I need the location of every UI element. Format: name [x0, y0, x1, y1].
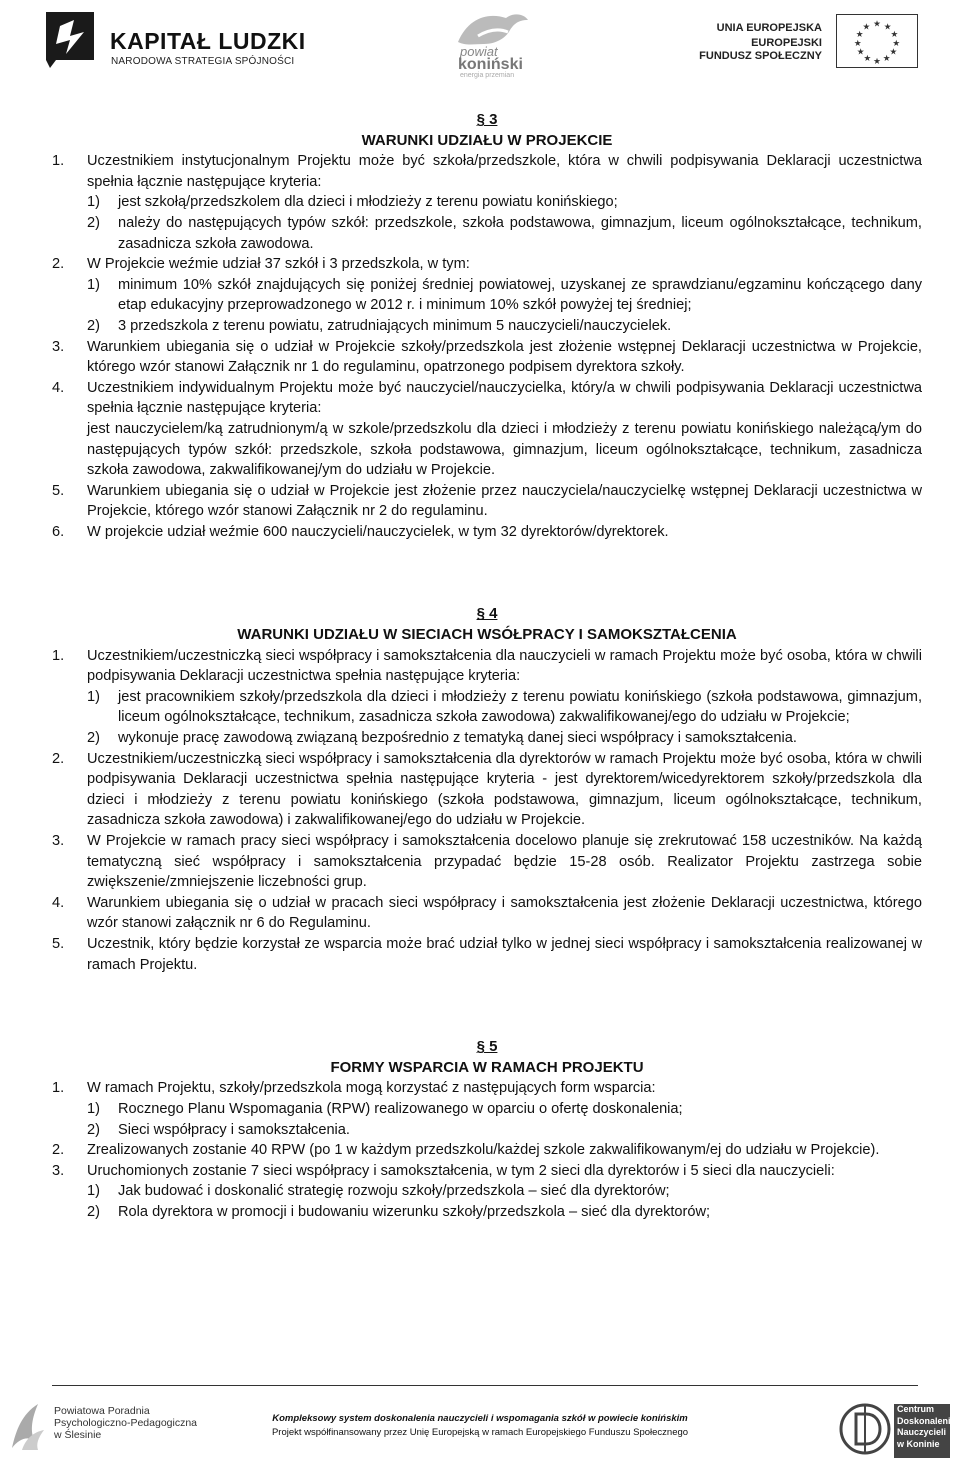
item-number: 1.	[52, 153, 65, 170]
sub-item-number: 1)	[87, 1100, 100, 1117]
eu-line-1: UNIA EUROPEJSKA	[716, 22, 822, 34]
item-text-continued: jest nauczycielem/ką zatrudnionym/ą w szkole/przedszkolu dla dzieci i młodzieży z terenu powiatu konińskiego należącą/ym do następujących typów szkół: przedszkole, szkoła podstawowa, gimnazjum, liceum ogólnokształcące, technikum, zasadnicza szkoła zawodowa, zakwalifikowanej/ym do udziału w Projekcie.	[87, 420, 922, 479]
item-number: 3.	[52, 1162, 65, 1179]
list-item	[52, 1078, 922, 1140]
svg-text:★: ★	[863, 54, 872, 65]
svg-text:★: ★	[883, 22, 892, 33]
svg-text:★: ★	[873, 57, 881, 68]
cdn-emblem-icon	[836, 1402, 894, 1456]
sub-list	[87, 275, 922, 337]
sub-list-item	[87, 1099, 922, 1120]
sub-list-item	[87, 213, 922, 254]
footer-divider	[52, 1385, 918, 1386]
item-text: Uczestnikiem/uczestniczką sieci współpracy i samokształcenia dla dyrektorów w ramach Projektu może być osoba, która w chwili podpisywania Deklaracji uczestnictwa spełnia następujące kryteria - jest dyrektorem/wicedyrektorem szkoły/przedszkola dla dzieci i młodzieży z terenu powiatu konińskiego (szkoła podstawowa, gimnazjum, liceum ogólnokształcące, technikum, zasadnicza szkoła zawodowa) i zakwalifikowanej/ego do udziału w Projekcie.	[87, 750, 922, 829]
footer-project-title: Kompleksowy system doskonalenia nauczycieli i wspomagania szkół w powiecie konińskim	[272, 1413, 688, 1424]
section-title: WARUNKI UDZIAŁU W PROJEKCIE	[361, 131, 613, 149]
sub-list-item	[87, 1202, 922, 1223]
svg-text:★: ★	[855, 30, 864, 41]
section-title: FORMY WSPARCIA W RAMACH PROJEKTU	[330, 1058, 644, 1076]
sub-list	[87, 192, 922, 254]
kapital-ludzki-subtitle: NARODOWA STRATEGIA SPÓJNOŚCI	[111, 56, 295, 67]
kapital-ludzki-logo	[40, 8, 306, 72]
kapital-ludzki-title: KAPITAŁ LUDZKI	[110, 28, 306, 54]
list-item	[52, 481, 922, 522]
item-number: 4.	[52, 379, 65, 396]
sub-item-text: Jak budować i doskonalić strategię rozwoju szkoły/przedszkola – sieć dla dyrektorów;	[118, 1183, 670, 1200]
item-text: Warunkiem ubiegania się o udział w Projekcie szkoły/przedszkola jest złożenie wstępnej Deklaracji uczestnictwa w Projekcie, którego wzór stanowi Załącznik nr 1 do regulaminu, opatrzonego podpisem dyrektora szkoły.	[87, 338, 922, 376]
svg-text:★: ★	[892, 38, 901, 49]
powiat-koninski-logo	[440, 8, 550, 79]
sub-list-item	[87, 728, 922, 749]
item-text: Uczestnik, który będzie korzystał ze wsparcia może brać udział tylko w jednej sieci współpracy i samokształcenia realizowanej w ramach Projektu.	[87, 935, 922, 973]
sub-list-item	[87, 1120, 922, 1141]
poradnia-emblem-icon	[8, 1400, 48, 1452]
sub-item-text: należy do następujących typów szkół: przedszkole, szkoła podstawowa, gimnazjum, liceum ogólnokształcące, technikum, zasadnicza szkoła zawodowa.	[118, 214, 922, 252]
item-text: W ramach Projektu, szkoły/przedszkola mogą korzystać z następujących form wsparcia:	[87, 1080, 656, 1097]
eu-line-3: FUNDUSZ SPOŁECZNY	[699, 50, 822, 62]
powiat-tagline: energia przemian	[460, 72, 515, 79]
item-text: W projekcie udział weźmie 600 nauczycieli/nauczycielek, w tym 32 dyrektorów/dyrektorek.	[87, 523, 669, 540]
item-number: 6.	[52, 523, 65, 540]
sub-list-item	[87, 192, 922, 213]
sub-item-number: 1)	[87, 276, 100, 293]
footer	[0, 1396, 960, 1461]
list-item	[52, 646, 922, 749]
regulation-text	[52, 110, 922, 1223]
sub-item-text: Rocznego Planu Wspomagania (RPW) realizowanego w oparciu o ofertę doskonalenia;	[118, 1100, 683, 1117]
section-list	[52, 646, 922, 976]
eu-line-2: EUROPEJSKI	[751, 37, 822, 49]
sub-item-number: 2)	[87, 730, 100, 747]
svg-text:★: ★	[882, 54, 891, 65]
poradnia-text	[54, 1405, 197, 1441]
svg-text:★: ★	[862, 22, 871, 33]
sub-item-text: Sieci współpracy i samokształcenia.	[118, 1121, 350, 1138]
header-logos	[0, 0, 960, 80]
sub-item-number: 1)	[87, 194, 100, 211]
sub-item-text: 3 przedszkola z terenu powiatu, zatrudniających minimum 5 nauczycieli/nauczycielek.	[118, 317, 672, 334]
sub-item-text: wykonuje pracę zawodową związaną bezpośrednio z tematyką danej sieci współpracy i samokształcenia.	[118, 730, 797, 747]
item-number: 1.	[52, 1080, 65, 1097]
sub-item-text: jest szkołą/przedszkolem dla dzieci i młodzieży z terenu powiatu konińskiego;	[118, 194, 618, 211]
koninski-label: koniński	[458, 56, 523, 73]
svg-text:★: ★	[889, 47, 898, 58]
list-item	[52, 1140, 922, 1161]
list-item	[52, 522, 922, 543]
section-title: WARUNKI UDZIAŁU W SIECIACH WSÓŁPRACY I SAMOKSZTAŁCENIA	[237, 626, 737, 644]
item-text: Zrealizowanych zostanie 40 RPW (po 1 w każdym przedszkolu/każdej szkole zakwalifikowanym/ej do udziału w Projekcie).	[87, 1142, 880, 1159]
list-item	[52, 934, 922, 975]
eu-logo	[699, 14, 930, 74]
item-number: 2.	[52, 256, 65, 273]
footer-cofinancing: Projekt współfinansowany przez Unię Europejską w ramach Europejskiego Funduszu Społecznego	[271, 1427, 689, 1438]
item-text: Uczestnikiem instytucjonalnym Projektu może być szkoła/przedszkole, która w chwili podpisywania Deklaracji uczestnictwa spełnia łącznie następujące kryteria:	[87, 153, 922, 190]
kapital-ludzki-flag-icon	[40, 8, 100, 70]
item-text: Warunkiem ubiegania się o udział w pracach sieci współpracy i samokształcenia jest złożenie Deklaracji uczestnictwa, którego wzór stanowi załącznik nr 6 do Regulaminu.	[87, 894, 922, 932]
sub-item-number: 1)	[87, 688, 100, 705]
item-number: 2.	[52, 1142, 65, 1159]
section-spacer	[52, 542, 922, 604]
list-item	[52, 1161, 922, 1223]
item-text: W Projekcie w ramach pracy sieci współpracy i samokształcenia docelowo planuje się zrekrutować 158 uczestników. Na każdą tematyczną sieć współpracy i samokształcenia przypadać będzie 15-28 osób. Realizator Projektu zastrzega sobie zwiększenie/zmniejszenie liczebności grup.	[87, 833, 922, 891]
cdn-line-3: Nauczycieli	[897, 1427, 947, 1437]
sub-item-text: jest pracownikiem szkoły/przedszkola dla dzieci i młodzieży z terenu powiatu konińskiego (szkoła podstawowa, gimnazjum, liceum ogólnokształcące, technikum, zasadnicza szkoła zawodowa) zakwalifikowanej/ego do udziału w Projekcie;	[118, 688, 922, 726]
poradnia-line-3: w Ślesinie	[54, 1429, 102, 1441]
item-number: 3.	[52, 338, 65, 355]
item-number: 5.	[52, 482, 65, 499]
svg-text:★: ★	[856, 47, 865, 58]
item-number: 5.	[52, 935, 65, 952]
sub-list-item	[87, 316, 922, 337]
svg-text:★: ★	[873, 19, 881, 30]
footer-project-info	[230, 1412, 730, 1440]
sub-list-item	[87, 275, 922, 316]
list-item	[52, 254, 922, 336]
sub-item-number: 2)	[87, 317, 100, 334]
poradnia-line-1: Powiatowa Poradnia	[54, 1405, 150, 1417]
list-item	[52, 337, 922, 378]
section-number: § 3	[476, 111, 498, 128]
list-item	[52, 831, 922, 893]
svg-text:★: ★	[853, 38, 862, 49]
sub-list-item	[87, 1181, 922, 1202]
item-number: 3.	[52, 833, 65, 849]
sub-item-number: 2)	[87, 214, 100, 231]
eu-flag-icon	[836, 14, 918, 68]
sub-item-number: 2)	[87, 1203, 100, 1220]
poradnia-logo	[8, 1400, 228, 1454]
item-number: 2.	[52, 750, 65, 767]
section-number: § 4	[476, 605, 498, 623]
item-text: Uczestnikiem indywidualnym Projektu może być nauczyciel/nauczycielka, który/a w chwili podpisywania Deklaracji uczestnictwa spełnia łącznie następujące kryteria:	[87, 379, 922, 417]
item-text: Uczestnikiem/uczestniczką sieci współpracy i samokształcenia dla nauczycieli w ramach Projektu może być osoba, która w chwili podpisywania Deklaracji uczestnictwa spełnia następujące kryteria:	[87, 647, 922, 685]
cdn-logo	[836, 1400, 956, 1458]
sub-item-text: minimum 10% szkół znajdujących się poniżej średniej powiatowej, uzyskanej ze sprawdzianu/egzaminu kończącego dany etap edukacyjny przeprowadzonego w 2012 r. i minimum 10% szkół powyżej tej średniej;	[118, 276, 922, 314]
sub-list-item	[87, 687, 922, 728]
list-item	[52, 151, 922, 254]
sub-list	[87, 687, 922, 749]
poradnia-line-2: Psychologiczno-Pedagogiczna	[54, 1417, 198, 1429]
list-item	[52, 893, 922, 934]
sub-item-number: 2)	[87, 1121, 100, 1138]
cdn-line-2: Doskonalenia	[897, 1415, 956, 1426]
cdn-line-4: w Koninie	[897, 1438, 940, 1449]
sub-item-number: 1)	[87, 1183, 100, 1200]
cdn-text	[894, 1404, 956, 1458]
item-text: W Projekcie weźmie udział 37 szkół i 3 przedszkola, w tym:	[87, 256, 470, 273]
section-spacer	[52, 975, 922, 1037]
item-text: Warunkiem ubiegania się o udział w Projekcie jest złożenie przez nauczyciela/nauczycielkę wstępnej Deklaracji uczestnictwa w Projekcie, którego wzór stanowi Załącznik nr 2 do regulaminu.	[87, 482, 922, 520]
powiat-label: powiat	[460, 44, 498, 59]
sub-list	[87, 1099, 922, 1140]
sub-item-text: Rola dyrektora w promocji i budowaniu wizerunku szkoły/przedszkola – sieć dla dyrektorów;	[118, 1203, 711, 1220]
section-number: § 5	[476, 1038, 498, 1056]
list-item	[52, 378, 922, 481]
section-list	[52, 151, 922, 542]
cdn-line-1: Centrum	[897, 1404, 935, 1414]
item-text: Uruchomionych zostanie 7 sieci współpracy i samokształcenia, w tym 2 sieci dla dyrektorów i 5 sieci dla nauczycieli:	[87, 1162, 835, 1179]
section-list	[52, 1078, 922, 1222]
svg-text:★: ★	[890, 30, 899, 41]
list-item	[52, 749, 922, 831]
sub-list	[87, 1181, 922, 1222]
item-number: 1.	[52, 647, 65, 664]
item-number: 4.	[52, 894, 65, 911]
